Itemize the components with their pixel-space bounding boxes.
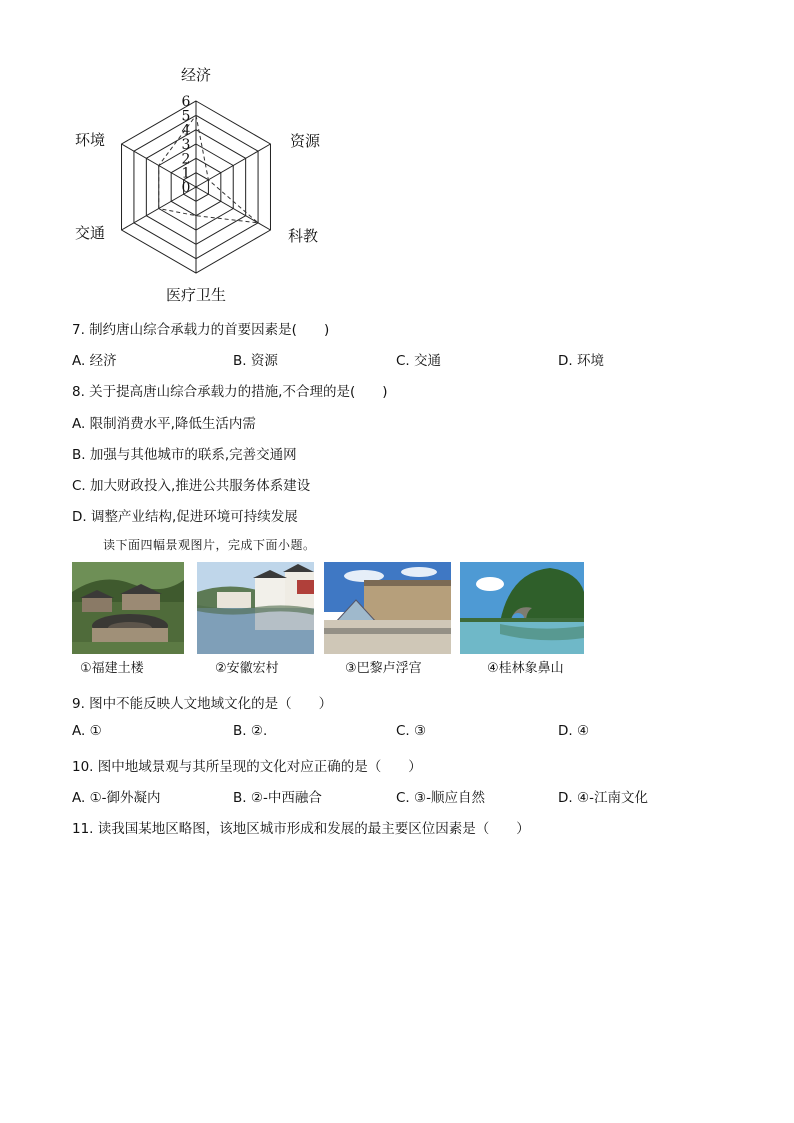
question-7-option-d[interactable]: D. 环境 — [558, 353, 604, 369]
question-7-option-b[interactable]: B. 资源 — [233, 353, 278, 369]
photo-caption-4: ④桂林象鼻山 — [487, 661, 564, 676]
question-9-option-d[interactable]: D. ④ — [558, 723, 590, 739]
question-10-option-d[interactable]: D. ④-江南文化 — [558, 790, 648, 806]
question-8-option-a[interactable]: A. 限制消费水平,降低生活内需 — [72, 416, 256, 432]
question-10-option-b[interactable]: B. ②-中西融合 — [233, 790, 322, 806]
photo-caption-1: ①福建土楼 — [80, 661, 144, 676]
photo-paris-louvre — [324, 562, 451, 654]
radar-tick-label: 2 — [181, 151, 191, 168]
question-9-stem: 9. 图中不能反映人文地域文化的是（ ） — [72, 696, 333, 712]
radar-series — [159, 115, 258, 223]
question-11-stem: 11. 读我国某地区略图，该地区城市形成和发展的最主要区位因素是（ ） — [72, 821, 530, 837]
photo-set-instruction: 读下面四幅景观图片，完成下面小题。 — [103, 538, 316, 552]
photo-caption-3: ③巴黎卢浮宫 — [345, 661, 422, 676]
question-8-option-d[interactable]: D. 调整产业结构,促进环境可持续发展 — [72, 509, 298, 525]
question-7-stem: 7. 制约唐山综合承载力的首要因素是( ) — [72, 322, 330, 338]
radar-chart — [60, 60, 340, 310]
radar-axis-label-environment: 环境 — [74, 131, 106, 149]
radar-tick-label: 5 — [181, 108, 191, 125]
radar-tick-label: 4 — [181, 122, 191, 139]
question-9-option-a[interactable]: A. ① — [72, 723, 102, 739]
question-9-option-c[interactable]: C. ③ — [396, 723, 427, 739]
question-8-option-b[interactable]: B. 加强与其他城市的联系,完善交通网 — [72, 447, 297, 463]
radar-tick-label: 1 — [181, 165, 191, 182]
radar-series-line — [159, 115, 258, 223]
radar-axis-label-medical: 医疗卫生 — [165, 286, 227, 304]
radar-tick-label: 0 — [181, 180, 191, 196]
question-10-option-a[interactable]: A. ①-御外凝内 — [72, 790, 161, 806]
question-7-option-a[interactable]: A. 经济 — [72, 353, 117, 369]
question-7-option-c[interactable]: C. 交通 — [396, 353, 442, 369]
radar-tick-label: 3 — [181, 137, 191, 153]
question-8-option-c[interactable]: C. 加大财政投入,推进公共服务体系建设 — [72, 478, 311, 494]
radar-axis-label-science-education: 科教 — [287, 227, 319, 245]
photo-anhui-hongcun — [197, 562, 314, 654]
photo-guilin-elephant-trunk-hill — [460, 562, 584, 654]
question-10-option-c[interactable]: C. ③-顺应自然 — [396, 790, 485, 806]
photo-caption-2: ②安徽宏村 — [215, 661, 279, 676]
radar-tick-label: 6 — [181, 94, 191, 110]
question-9-option-b[interactable]: B. ②. — [233, 723, 268, 739]
radar-axis-label-resources: 资源 — [289, 132, 321, 150]
radar-axis-label-transport: 交通 — [74, 224, 106, 242]
radar-axis-label-economy: 经济 — [180, 66, 212, 84]
radar-grid — [122, 101, 271, 273]
question-10-stem: 10. 图中地域景观与其所呈现的文化对应正确的是（ ） — [72, 759, 422, 775]
radar-tick-labels — [182, 94, 191, 196]
question-8-stem: 8. 关于提高唐山综合承载力的措施,不合理的是( ) — [72, 384, 388, 400]
photo-fujian-tulou — [72, 562, 184, 654]
